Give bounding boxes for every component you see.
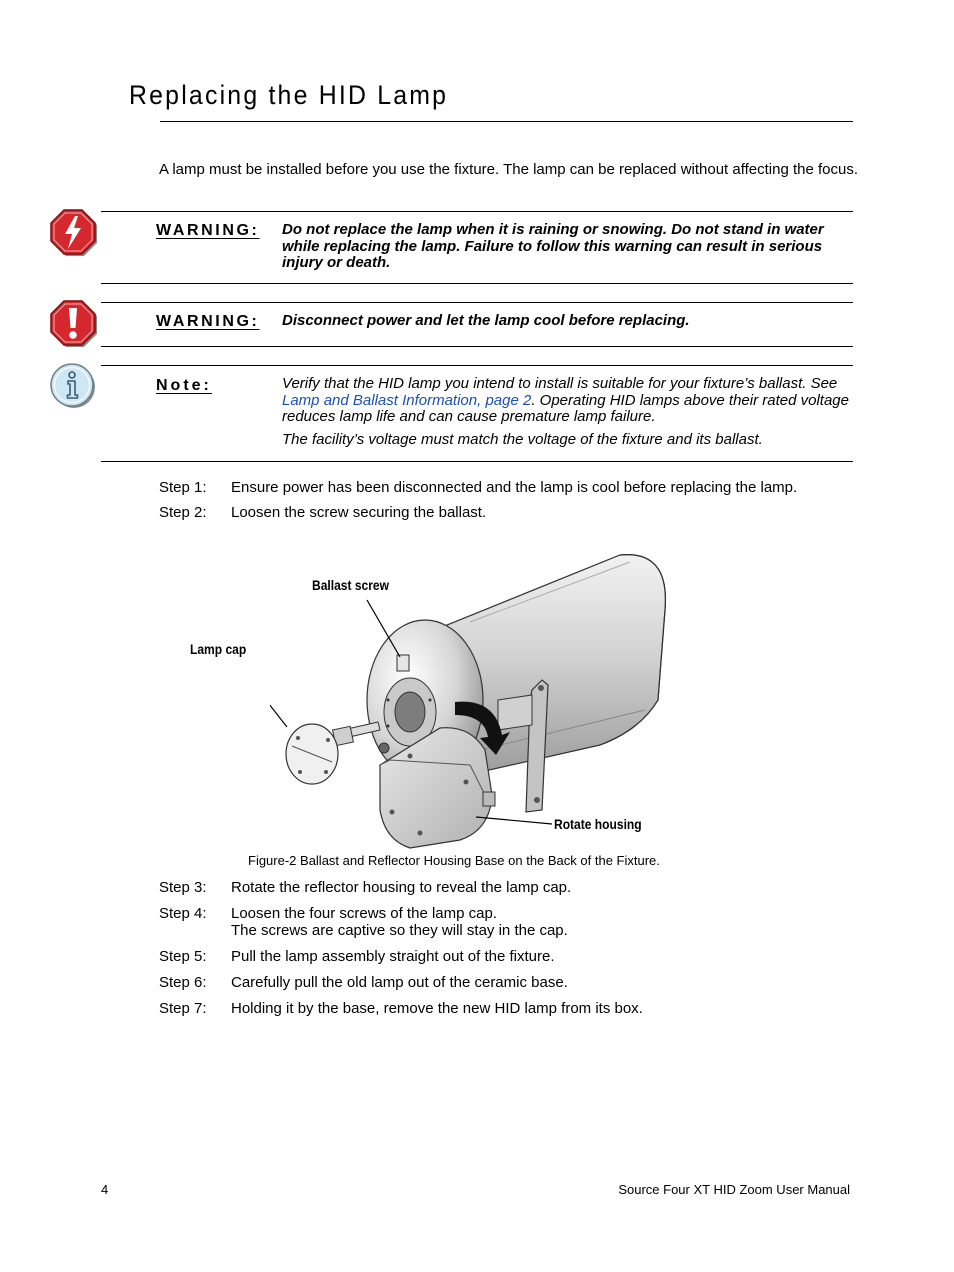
warning1-top-rule <box>101 211 853 212</box>
info-note-icon <box>49 362 99 412</box>
intro-paragraph: A lamp must be installed before you use the fixture. The lamp can be replaced without affecting the focus. <box>159 161 859 178</box>
exclamation-warning-icon <box>48 298 98 348</box>
note-text-2: The facility’s voltage must match the voltage of the fixture and its ballast. <box>282 431 763 448</box>
note-top-rule <box>101 365 853 366</box>
warning2-label: WARNING: <box>156 313 260 330</box>
step-text: Holding it by the base, remove the new HID lamp from its box. <box>231 1000 643 1017</box>
step-number: Step 5: <box>159 948 207 965</box>
note-text-pre: Verify that the HID lamp you intend to install is suitable for your fixture’s ballast. See <box>282 375 838 392</box>
note-label: Note: <box>156 377 212 394</box>
lightning-warning-icon <box>48 207 98 257</box>
note-link[interactable]: Lamp and Ballast Information, page 2 <box>282 391 532 409</box>
warning1-label: WARNING: <box>156 222 260 239</box>
step-text: Rotate the reflector housing to reveal the lamp cap. <box>231 879 572 896</box>
step-number: Step 2: <box>159 504 207 521</box>
step-text: Pull the lamp assembly straight out of the fixture. <box>231 948 555 965</box>
step-item <box>159 974 879 992</box>
warning2-bottom-rule <box>101 346 853 347</box>
step-number: Step 4: <box>159 905 207 922</box>
step-subtext: The screws are captive so they will stay in the cap. <box>231 922 568 939</box>
callout-rotate-housing: Rotate housing <box>554 816 642 832</box>
step-text: Carefully pull the old lamp out of the ceramic base. <box>231 974 568 991</box>
step-item <box>159 504 879 522</box>
step-item <box>159 1000 879 1018</box>
note-bottom-rule <box>101 461 853 462</box>
page-title: Replacing the HID Lamp <box>129 80 449 110</box>
note-text <box>282 376 854 426</box>
title-rule <box>160 121 853 122</box>
figure-caption: Figure-2 Ballast and Reflector Housing Base on the Back of the Fixture. <box>248 853 660 868</box>
warning1-bottom-rule <box>101 283 853 284</box>
step-text: Ensure power has been disconnected and the lamp is cool before replacing the lamp. <box>231 479 798 496</box>
step-text: Loosen the four screws of the lamp cap. <box>231 905 497 922</box>
step-number: Step 1: <box>159 479 207 496</box>
warning1-text: Do not replace the lamp when it is raining or snowing. Do not stand in water while replacing the lamp. Failure to follow this warning can result in serious injury or death. <box>282 221 824 271</box>
warning2-text: Disconnect power and let the lamp cool before replacing. <box>282 312 690 329</box>
step-item <box>159 905 879 941</box>
note-text-post: . Operating HID lamps above their rated voltage reduces lamp life and can cause premature lamp failure. <box>282 391 849 425</box>
step-text: Loosen the screw securing the ballast. <box>231 504 487 521</box>
warning2-top-rule <box>101 302 853 303</box>
step-number: Step 7: <box>159 1000 207 1017</box>
fixture-illustration <box>270 550 680 850</box>
step-item <box>159 479 879 497</box>
step-number: Step 3: <box>159 879 207 896</box>
page-number: 4 <box>101 1182 109 1197</box>
callout-lamp-cap: Lamp cap <box>190 641 247 657</box>
step-number: Step 6: <box>159 974 207 991</box>
manual-title: Source Four XT HID Zoom User Manual <box>618 1182 850 1197</box>
callout-ballast-screw: Ballast screw <box>312 577 389 593</box>
step-item <box>159 948 879 966</box>
step-item <box>159 879 879 897</box>
